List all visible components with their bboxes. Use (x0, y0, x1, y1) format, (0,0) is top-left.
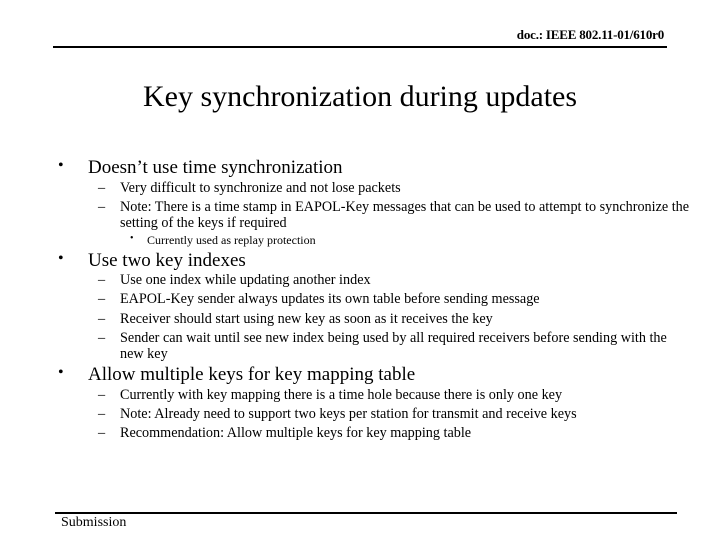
bullet-text: Allow multiple keys for key mapping table (88, 364, 416, 385)
footer-label: Submission (61, 515, 127, 530)
header-rule (53, 46, 667, 48)
dash-icon: – (98, 387, 106, 403)
dash-icon: – (98, 180, 106, 196)
dash-icon: – (98, 406, 106, 422)
footer-rule (55, 512, 677, 514)
sub-item-text: Use one index while updating another index (120, 272, 371, 288)
sub-item-text: Very difficult to synchronize and not lose packets (120, 180, 401, 196)
bullet-icon: • (58, 250, 64, 267)
dash-icon: – (98, 311, 106, 327)
sub-item-text: Recommendation: Allow multiple keys for key mapping table (120, 425, 472, 441)
sub-item-text: Sender can wait until see new index being used by all required receivers before sending with the new key (120, 330, 667, 362)
bullet-icon: • (58, 364, 64, 381)
bullet-icon: • (130, 233, 134, 244)
dash-icon: – (98, 272, 106, 288)
sub-item-text: Note: There is a time stamp in EAPOL-Key messages that can be used to attempt to synchronize the setting of the keys if required (120, 199, 690, 231)
sub-item-text: Receiver should start using new key as soon as it receives the key (120, 311, 493, 327)
dash-icon: – (98, 330, 106, 346)
sub-item-text: Note: Already need to support two keys per station for transmit and receive keys (120, 406, 577, 422)
sub-item-text: EAPOL-Key sender always updates its own table before sending message (120, 291, 540, 307)
slide-title: Key synchronization during updates (142, 80, 578, 113)
dash-icon: – (98, 291, 106, 307)
bullet-text: Doesn’t use time synchronization (88, 157, 343, 178)
document-id: doc.: IEEE 802.11-01/610r0 (516, 27, 664, 42)
bullet-icon: • (58, 157, 64, 174)
sub-sub-item-text: Currently used as replay protection (147, 233, 316, 247)
sub-item-text: Currently with key mapping there is a time hole because there is only one key (120, 387, 563, 403)
dash-icon: – (98, 425, 106, 441)
bullet-text: Use two key indexes (88, 250, 246, 271)
dash-icon: – (98, 199, 106, 215)
